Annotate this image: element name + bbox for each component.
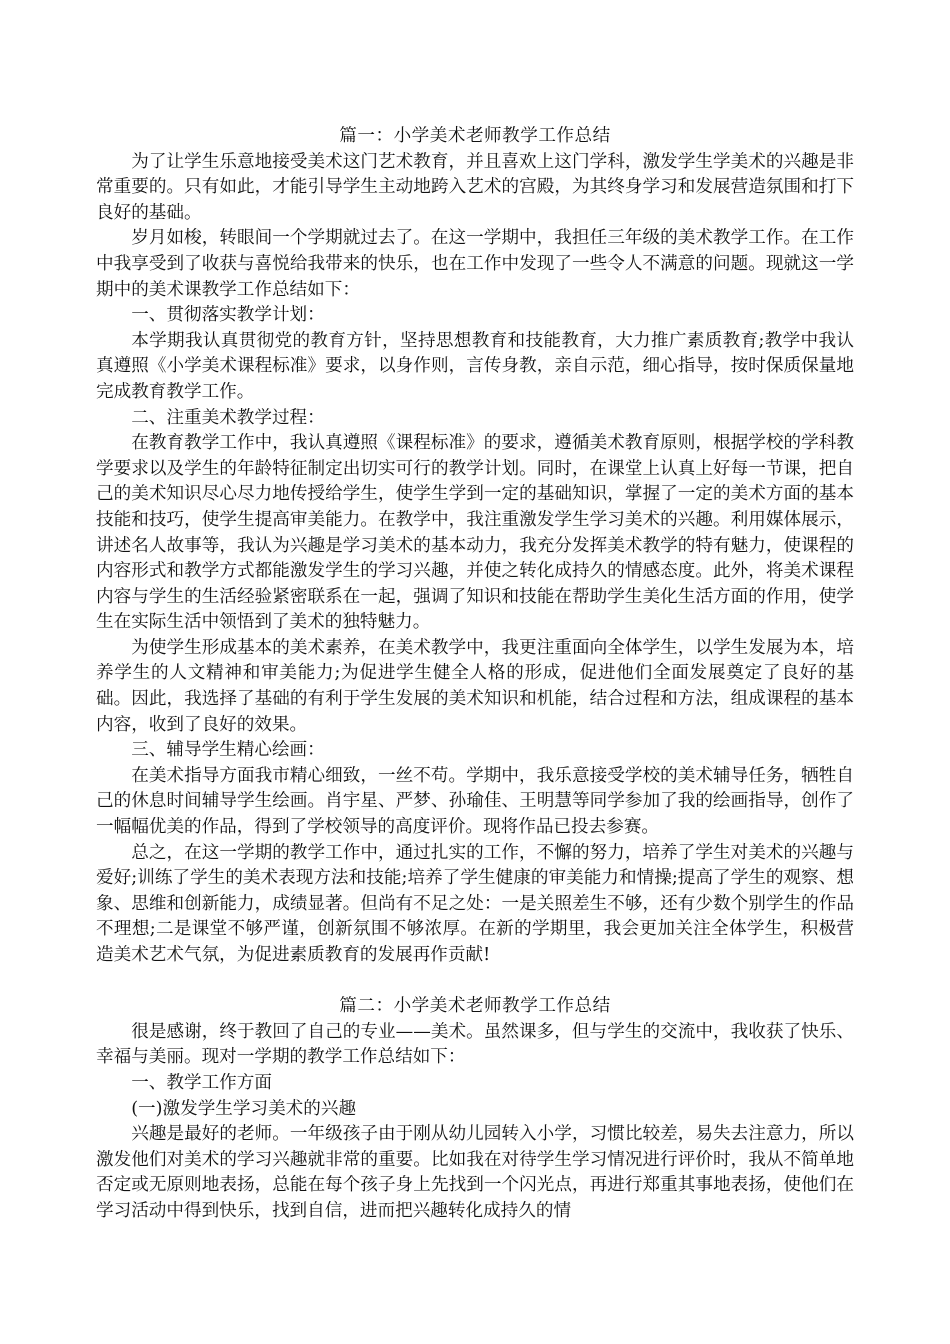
- section-gap: [96, 969, 854, 995]
- article-2-heading-1: 一、教学工作方面: [131, 1072, 272, 1093]
- article-1-paragraph-process: 在教育教学工作中，我认真遵照《课程标准》的要求，遵循美术教育原则，根据学校的学科教学要求以及学生的年龄特征制定出切实可行的教学计划。同时，在课堂上认真上好每一节课，把自己的美术知识尽心尽力地传授给学生，使学生学到一定的基础知识，掌握了一定的美术方面的基本技能和技巧，使学生提高审美能力。在教学中，我注重激发学生学习美术的兴趣。利用媒体展示，讲述名人故事等，我认为兴趣是学习美术的基本动力，我充分发挥美术教学的特有魅力，使课程的内容形式和教学方式都能激发学生的学习兴趣，并使之转化成持久的情感态度。此外，将美术课程内容与学生的生活经验紧密联系在一起，强调了知识和技能在帮助学生美化生活方面的作用，使学生在实际生活中领悟到了美术的独特魅力。: [96, 433, 854, 633]
- article-1-heading-3: 三、辅导学生精心绘画：: [131, 740, 325, 761]
- article-1-title: 篇一：小学美术老师教学工作总结: [339, 126, 611, 146]
- article-2-paragraph-intro: 很是感谢，终于教回了自己的专业——美术。虽然课多，但与学生的交流中，我收获了快乐、幸福与美丽。现对一学期的教学工作总结如下：: [96, 1021, 854, 1068]
- article-1-heading-2: 二、注重美术教学过程：: [131, 407, 325, 428]
- article-2: [96, 994, 854, 1224]
- article-1-paragraph-overview: 岁月如梭，转眼间一个学期就过去了。在这一学期中，我担任三年级的美术教学工作。在工作中我享受到了收获与喜悦给我带来的快乐，也在工作中发现了一些令人不满意的问题。现就这一学期中的美术课教学工作总结如下：: [96, 228, 854, 300]
- article-2-paragraph-interest: 兴趣是最好的老师。一年级孩子由于刚从幼儿园转入小学，习惯比较差，易失去注意力，所以激发他们对美术的学习兴趣就非常的重要。比如我在对待学生学习情况进行评价时，我从不简单地否定或无原则地表扬，总能在每个孩子身上先找到一个闪光点，再进行郑重其事地表扬，使他们在学习活动中得到快乐，找到自信，进而把兴趣转化成持久的情: [96, 1124, 854, 1221]
- article-1-heading-1: 一、贯彻落实教学计划：: [131, 305, 325, 326]
- article-1-paragraph-literacy: 为使学生形成基本的美术素养，在美术教学中，我更注重面向全体学生，以学生发展为本，培养学生的人文精神和审美能力;为促进学生健全人格的形成，促进他们全面发展奠定了良好的基础。因此，我选择了基础的有利于学生发展的美术知识和机能，结合过程和方法，组成课程的基本内容，收到了良好的效果。: [96, 637, 854, 735]
- article-1-paragraph-intro: 为了让学生乐意地接受美术这门艺术教育，并且喜欢上这门学科，激发学生学美术的兴趣是非常重要的。只有如此，才能引导学生主动地跨入艺术的宫殿，为其终身学习和发展营造氛围和打下良好的基础。: [96, 151, 854, 223]
- article-2-title: 篇二：小学美术老师教学工作总结: [339, 996, 611, 1017]
- article-1-paragraph-summary: 总之，在这一学期的教学工作中，通过扎实的工作，不懈的努力，培养了学生对美术的兴趣与爱好;训练了学生的美术表现方法和技能;培养了学生健康的审美能力和情操;提高了学生的观察、想象、思维和创新能力，成绩显著。但尚有不足之处：一是关照差生不够，还有少数个别学生的作品不理想;二是课堂不够严谨，创新氛围不够浓厚。在新的学期里，我会更加关注全体学生，积极营造美术艺术气氛，为促进素质教育的发展再作贡献!: [96, 842, 854, 965]
- article-1-paragraph-guidance: 在美术指导方面我市精心细致，一丝不苟。学期中，我乐意接受学校的美术辅导任务，牺牲自己的休息时间辅导学生绘画。肖宇星、严梦、孙瑜佳、王明慧等同学参加了我的绘画指导，创作了一幅幅优美的作品，得到了学校领导的高度评价。现将作品已投去参赛。: [96, 765, 854, 838]
- article-2-subheading-1: (一)激发学生学习美术的兴趣: [131, 1098, 357, 1119]
- document-page: [96, 124, 854, 1225]
- article-1-paragraph-plan: 本学期我认真贯彻党的教育方针，坚持思想教育和技能教育，大力推广素质教育;教学中我认真遵照《小学美术课程标准》要求，以身作则，言传身教，亲自示范，细心指导，按时保质保量地完成教育教学工作。: [96, 330, 854, 402]
- article-1: [96, 124, 854, 969]
